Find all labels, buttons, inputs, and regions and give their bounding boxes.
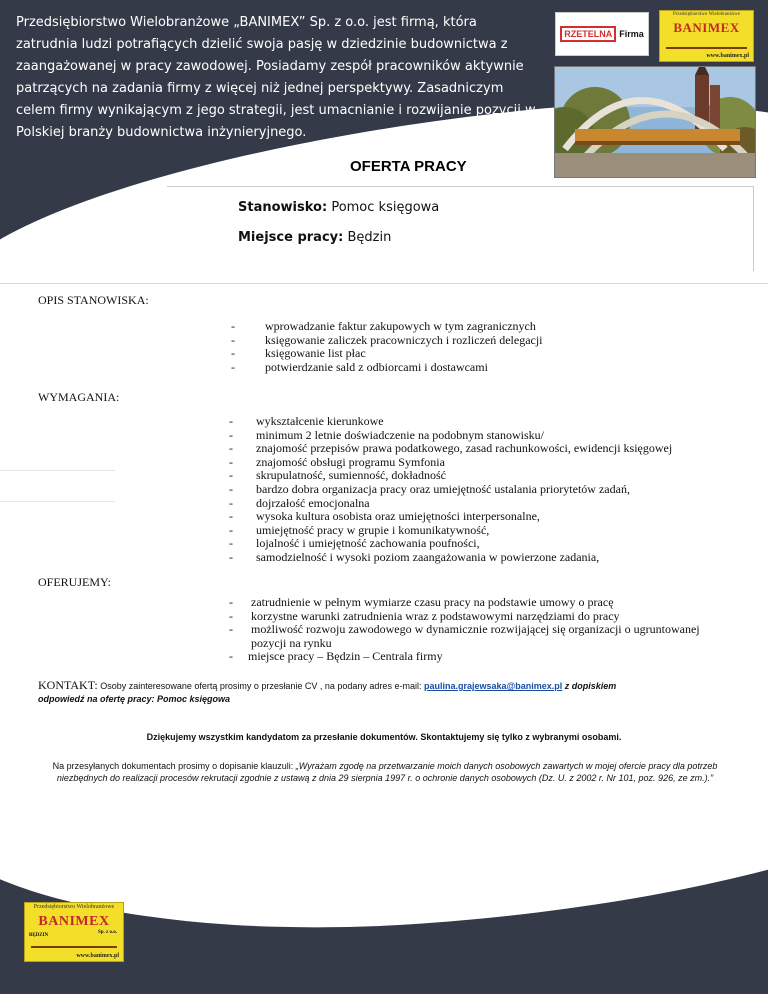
- place-label: Miejsce pracy:: [238, 230, 344, 245]
- company-intro: Przedsiębiorstwo Wielobranżowe „BANIMEX” Sp. z o.o. jest firmą, która zatrudnia ludzi potrafiących dzielić swoja pasję w dziedzinie budownictwa z zaangażowanej w pracy zawodowej. Posiadamy zespół pracowników aktywnie patrzących na zadania firmy z więcej niż jednej perspektywy. Zasadniczym celem firmy wynikającym z jego strategii, jest umacnianie i rozwijanie pozycji w Polskiej branży budownictwa inżynieryjnego.: [16, 15, 536, 140]
- list-item: - księgowanie zaliczek pracowniczych i rozliczeń delegacji: [231, 332, 543, 347]
- place-value: Będzin: [347, 230, 392, 245]
- footer-logo-top-text: Przedsiębiorstwo Wielobranżowe: [33, 904, 115, 910]
- offer-title: OFERTA PRACY: [350, 158, 467, 175]
- list-item: - znajomość obsługi programu Symfonia: [229, 454, 445, 469]
- footer-logo-city: BĘDZIN: [29, 933, 49, 938]
- footer-banimex-logo: [24, 902, 124, 962]
- contact-section: [38, 679, 738, 706]
- footer-bridge-graphic: [31, 936, 117, 948]
- list-item: - skrupulatność, sumienność, dokładność: [229, 468, 446, 483]
- position-label: Stanowisko:: [238, 200, 328, 215]
- contact-label: KONTAKT:: [38, 678, 98, 692]
- decorative-lines: [0, 470, 115, 502]
- oferujemy-heading: OFERUJEMY:: [38, 575, 111, 589]
- list-item: - zatrudnienie w pełnym wymiarze czasu pracy na podstawie umowy o pracę: [229, 595, 614, 609]
- footer-logo-sub: Sp. z o.o.: [97, 930, 117, 935]
- list-item: - dojrzałość emocjonalna: [229, 495, 370, 510]
- list-item: - umiejętność pracy w grupie i komunikatywność,: [229, 522, 490, 537]
- opis-list: [231, 319, 543, 374]
- wymagania-list: [229, 414, 673, 565]
- list-item: - lojalność i umiejętność zachowania poufności,: [229, 536, 480, 551]
- opis-heading: OPIS STANOWISKA:: [38, 293, 149, 307]
- list-item: - bardzo dobra organizacja pracy oraz umiejętność ustalania priorytetów zadań,: [229, 481, 630, 496]
- list-item: - wysoka kultura osobista oraz umiejętności interpersonalne,: [229, 509, 540, 524]
- list-item: - wykształcenie kierunkowe: [229, 414, 384, 428]
- contact-email-link[interactable]: paulina.grajewsaka@banimex.pl: [423, 681, 563, 691]
- contact-text: Osoby zainteresowane ofertą prosimy o przesłanie CV , na podany adres e-mail:: [100, 681, 422, 691]
- list-item: - minimum 2 letnie doświadczenie na podobnym stanowisku/: [229, 427, 544, 442]
- list-item: - wprowadzanie faktur zakupowych w tym zagranicznych: [231, 319, 536, 333]
- list-item: - korzystne warunki zatrudnienia wraz z podstawowymi narzędziami do pracy: [229, 608, 620, 623]
- banimex-logo-name: BANIMEX: [673, 20, 740, 35]
- rzetelna-firma-logo: [555, 12, 649, 56]
- position-line: [238, 200, 439, 215]
- firma-logo-text: Firma: [619, 29, 644, 39]
- list-item: - znajomość przepisów prawa podatkowego, zasad rachunkowości, ewidencji księgowej: [229, 441, 673, 456]
- contact-suffix: z dopiskiem: [562, 681, 617, 691]
- footer-logo-name: BANIMEX: [38, 914, 110, 929]
- list-item: - miejsce pracy – Będzin – Centrala firmy: [229, 649, 443, 664]
- bridge-photo: [554, 66, 756, 178]
- footer-logo-url: www.banimex.pl: [76, 953, 119, 959]
- list-item: - potwierdzanie sald z odbiorcami i dostawcami: [231, 359, 488, 374]
- contact-reference: odpowiedź na ofertę pracy: Pomoc księgowa: [38, 694, 231, 704]
- place-line: [238, 230, 391, 245]
- banimex-logo-url: www.banimex.pl: [706, 53, 749, 59]
- bridge-line-graphic: [666, 37, 747, 49]
- rzetelna-logo-text: RZETELNA: [560, 26, 616, 42]
- clause-text: „Wyrażam zgodę na przetwarzanie moich danych osobowych zawartych w mojej ofercie pracy dla potrzeb niezbędnych do realizacji procesów rekrutacji zgodnie z ustawą z dnia 29 sierpnia 1997 r. o ochronie danych osobowych (Dz. U. z 2002 r. Nr 101, poz. 926, ze zm.).”: [56, 761, 718, 783]
- banimex-logo: [659, 10, 754, 62]
- wymagania-heading: WYMAGANIA:: [38, 390, 120, 404]
- list-item: - księgowanie list płac: [231, 346, 366, 361]
- clause-prefix: Na przesyłanych dokumentach prosimy o dopisanie klauzuli:: [52, 761, 296, 771]
- banimex-logo-top-text: Przedsiębiorstwo Wielobranżowe: [672, 12, 741, 17]
- gdpr-clause: [40, 760, 730, 784]
- thanks-note: Dziękujemy wszystkim kandydatom za przesłanie dokumentów. Skontaktujemy się tylko z wybranymi osobami.: [146, 732, 622, 742]
- position-box: [167, 186, 754, 271]
- oferujemy-list: [229, 595, 700, 664]
- list-item: - samodzielność i wysoki poziom zaangażowania w powierzone zadania,: [229, 549, 600, 564]
- list-item: pozycji na rynku: [251, 635, 332, 650]
- list-item: - możliwość rozwoju zawodowego w dynamicznie rozwijającej się organizacji o ugruntowanej: [229, 622, 700, 637]
- position-value: Pomoc księgowa: [331, 200, 440, 215]
